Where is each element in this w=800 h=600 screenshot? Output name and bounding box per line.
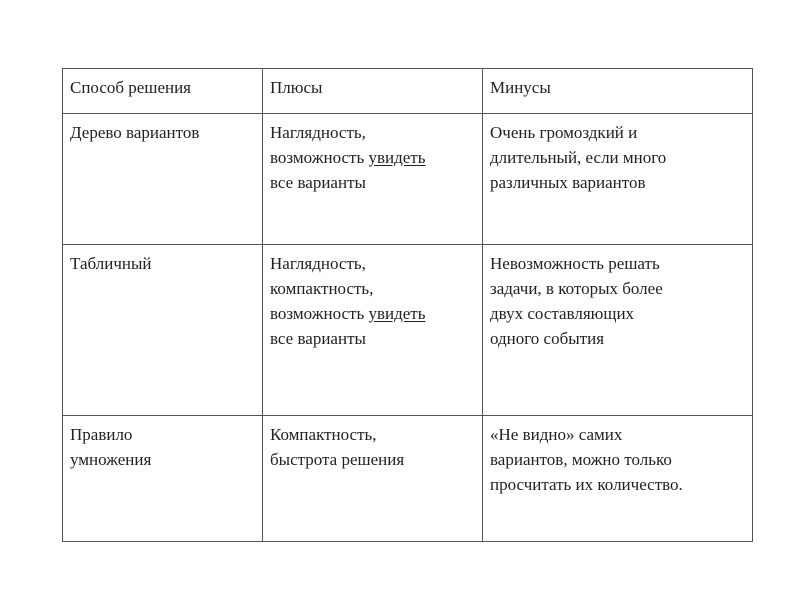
method-cell bbox=[63, 416, 263, 542]
cons-text: Невозможность решать bbox=[490, 254, 660, 273]
pros-cell bbox=[263, 245, 483, 416]
method-cell bbox=[63, 245, 263, 416]
table-row bbox=[63, 114, 753, 245]
cons-cell bbox=[483, 114, 753, 245]
pros-cell bbox=[263, 416, 483, 542]
cons-text: длительный, если много bbox=[490, 148, 667, 167]
comparison-table bbox=[62, 68, 753, 542]
method-text: Табличный bbox=[70, 254, 152, 273]
pros-text: все варианты bbox=[270, 329, 366, 348]
method-cell bbox=[63, 114, 263, 245]
method-text: умножения bbox=[70, 450, 152, 469]
table-header-row bbox=[63, 69, 753, 114]
table-row bbox=[63, 245, 753, 416]
underlined-word: увидеть bbox=[368, 148, 426, 167]
pros-text: Наглядность, bbox=[270, 123, 366, 142]
cons-text: Очень громоздкий и bbox=[490, 123, 638, 142]
table-row bbox=[63, 416, 753, 542]
cons-text: различных вариантов bbox=[490, 173, 646, 192]
pros-text: компактность, bbox=[270, 279, 374, 298]
method-text: Правило bbox=[70, 425, 133, 444]
pros-text: возможность увидеть bbox=[270, 304, 426, 323]
header-pros: Плюсы bbox=[263, 69, 483, 114]
header-method: Способ решения bbox=[63, 69, 263, 114]
header-cons: Минусы bbox=[483, 69, 753, 114]
pros-text: возможность увидеть bbox=[270, 148, 426, 167]
pros-text: все варианты bbox=[270, 173, 366, 192]
cons-text: двух составляющих bbox=[490, 304, 635, 323]
cons-cell bbox=[483, 245, 753, 416]
cons-text: задачи, в которых более bbox=[490, 279, 663, 298]
cons-text: одного события bbox=[490, 329, 605, 348]
cons-text: вариантов, можно только bbox=[490, 450, 672, 469]
pros-text: Компактность, bbox=[270, 425, 377, 444]
pros-text: Наглядность, bbox=[270, 254, 366, 273]
cons-text: «Не видно» самих bbox=[490, 425, 623, 444]
cons-cell bbox=[483, 416, 753, 542]
method-text: Дерево вариантов bbox=[70, 123, 200, 142]
underlined-word: увидеть bbox=[368, 304, 426, 323]
pros-text: быстрота решения bbox=[270, 450, 405, 469]
cons-text: просчитать их количество. bbox=[490, 475, 683, 494]
pros-cell bbox=[263, 114, 483, 245]
